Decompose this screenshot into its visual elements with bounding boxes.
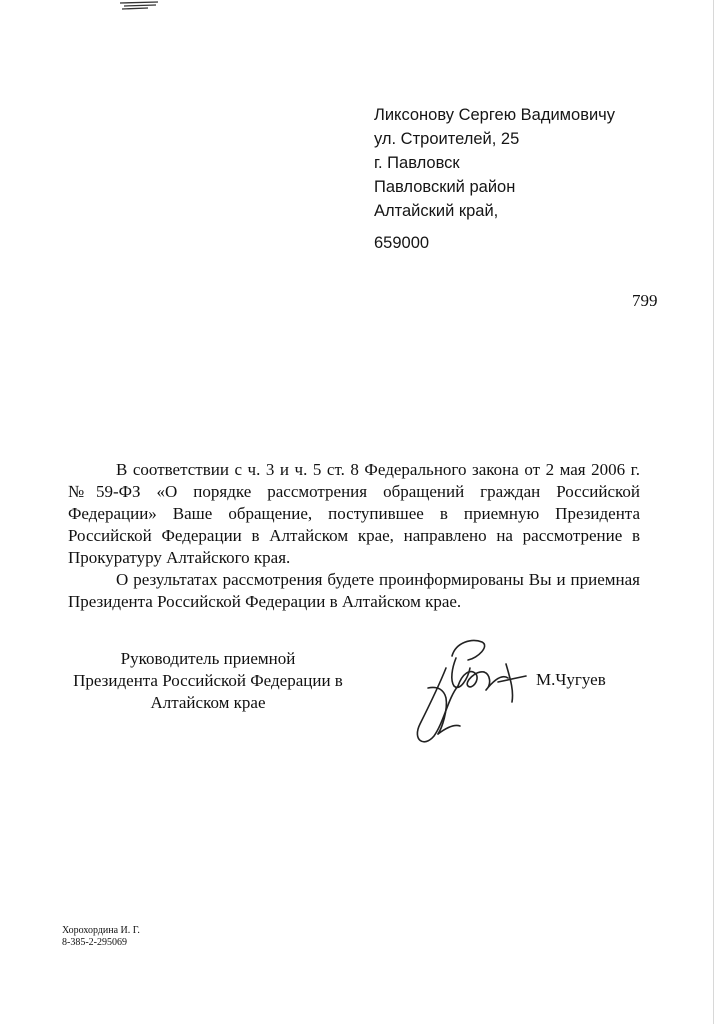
executor-phone: 8-385-2-295069	[62, 937, 127, 948]
signer-title-line-3: Алтайском крае	[150, 693, 266, 712]
body-paragraph-1: В соответствии с ч. 3 и ч. 5 ст. 8 Федерального закона от 2 мая 2006 г. №59-ФЗ «О порядке рассмотрения обращений граждан Российской Федерации» Ваше обращение, поступившее в приемную Президента Российской Федерации в Алтайском крае, направлено на рассмотрение в Прокуратуру Алтайского края.	[68, 460, 640, 567]
executor-info	[62, 925, 140, 949]
scan-artifact-mark	[118, 0, 162, 12]
executor-name: Хорохордина И. Г.	[62, 925, 140, 936]
handwritten-signature	[398, 628, 538, 756]
signer-title	[60, 648, 356, 714]
scan-edge-line	[713, 0, 714, 1024]
recipient-postal-code: 659000	[374, 234, 430, 252]
body-paragraph-2: О результатах рассмотрения будете проинформированы Вы и приемная Президента Российской Федерации в Алтайском крае.	[68, 570, 640, 611]
letter-body	[68, 459, 640, 613]
signer-name: М.Чугуев	[536, 670, 606, 689]
recipient-region: Алтайский край,	[374, 202, 499, 220]
signer-title-line-2: Президента Российской Федерации в	[73, 671, 343, 690]
signer-title-line-1: Руководитель приемной	[120, 649, 296, 668]
recipient-name: Ликсонову Сергею Вадимовичу	[374, 106, 616, 124]
recipient-address	[374, 103, 615, 255]
recipient-district: Павловский район	[374, 178, 516, 196]
recipient-street: ул. Строителей, 25	[374, 130, 520, 148]
registration-number: 799	[632, 291, 658, 310]
recipient-city: г. Павловск	[374, 154, 460, 172]
